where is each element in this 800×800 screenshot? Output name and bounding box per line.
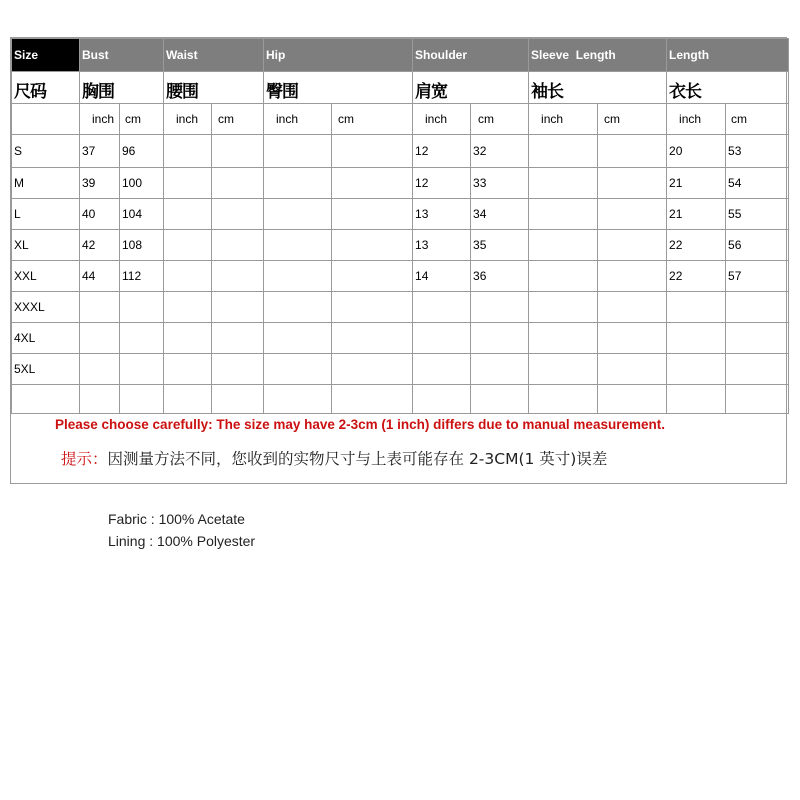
- value-cell-bust-inch: 39: [80, 168, 120, 199]
- value-cell-shoulder-inch: 13: [413, 230, 471, 261]
- value-cell-sleeve-cm: [598, 135, 667, 168]
- size-label-cell: [12, 385, 80, 414]
- value-cell-shoulder-inch: [413, 323, 471, 354]
- value-cell-length-cm: [726, 323, 789, 354]
- value-cell-waist-inch: [164, 168, 212, 199]
- header-cn-shoulder: 肩宽: [413, 72, 529, 104]
- value-cell-length-inch: 22: [667, 230, 726, 261]
- value-cell-shoulder-inch: [413, 354, 471, 385]
- value-cell-sleeve-cm: [598, 230, 667, 261]
- size-label-cell: 5XL: [12, 354, 80, 385]
- tip-text-line: [61, 447, 607, 469]
- size-label-cell: S: [12, 135, 80, 168]
- value-cell-hip-cm: [332, 354, 413, 385]
- header-cn-size: 尺码: [12, 72, 80, 104]
- header-bust: Bust: [80, 39, 164, 72]
- header-cn-bust: 胸围: [80, 72, 164, 104]
- value-cell-shoulder-cm: [471, 292, 529, 323]
- value-cell-hip-cm: [332, 261, 413, 292]
- value-cell-bust-cm: 104: [120, 199, 164, 230]
- value-cell-hip-cm: [332, 385, 413, 414]
- table-row: [12, 385, 789, 414]
- value-cell-bust-inch: [80, 323, 120, 354]
- value-cell-bust-inch: [80, 354, 120, 385]
- value-cell-waist-cm: [212, 323, 264, 354]
- value-cell-hip-cm: [332, 168, 413, 199]
- value-cell-sleeve-inch: [529, 199, 598, 230]
- value-cell-sleeve-inch: [529, 168, 598, 199]
- size-label-cell: XL: [12, 230, 80, 261]
- value-cell-waist-inch: [164, 292, 212, 323]
- tip-text: 因测量方法不同，您收到的实物尺寸与上表可能存在 2-3CM(1 英寸)误差: [107, 450, 608, 468]
- value-cell-waist-inch: [164, 199, 212, 230]
- value-cell-length-cm: [726, 354, 789, 385]
- value-cell-sleeve-inch: [529, 261, 598, 292]
- english-header-row: [12, 39, 789, 72]
- table-row: [12, 199, 789, 230]
- value-cell-length-inch: [667, 385, 726, 414]
- header-sleeve-length: Sleeve Length: [529, 39, 667, 72]
- header-hip: Hip: [264, 39, 413, 72]
- value-cell-shoulder-inch: 12: [413, 135, 471, 168]
- value-cell-length-inch: 20: [667, 135, 726, 168]
- value-cell-shoulder-cm: 32: [471, 135, 529, 168]
- size-label-cell: XXL: [12, 261, 80, 292]
- value-cell-shoulder-cm: [471, 385, 529, 414]
- chinese-header-row: [12, 72, 789, 104]
- value-cell-hip-inch: [264, 135, 332, 168]
- value-cell-waist-cm: [212, 230, 264, 261]
- value-cell-bust-cm: 112: [120, 261, 164, 292]
- value-cell-hip-cm: [332, 292, 413, 323]
- table-row: [12, 168, 789, 199]
- value-cell-shoulder-inch: [413, 292, 471, 323]
- value-cell-hip-inch: [264, 292, 332, 323]
- value-cell-shoulder-cm: 36: [471, 261, 529, 292]
- unit-inch: inch: [80, 104, 120, 135]
- value-cell-hip-inch: [264, 199, 332, 230]
- value-cell-bust-inch: 37: [80, 135, 120, 168]
- value-cell-sleeve-inch: [529, 385, 598, 414]
- unit-cm: cm: [471, 104, 529, 135]
- value-cell-bust-cm: [120, 323, 164, 354]
- value-cell-waist-inch: [164, 385, 212, 414]
- unit-inch: inch: [164, 104, 212, 135]
- value-cell-bust-inch: [80, 292, 120, 323]
- measurement-note: [11, 411, 786, 483]
- size-chart: [10, 37, 787, 484]
- value-cell-length-inch: [667, 323, 726, 354]
- value-cell-sleeve-cm: [598, 292, 667, 323]
- value-cell-hip-cm: [332, 323, 413, 354]
- value-cell-hip-inch: [264, 323, 332, 354]
- tip-label: 提示：: [61, 450, 108, 468]
- value-cell-shoulder-cm: 35: [471, 230, 529, 261]
- table-row: [12, 354, 789, 385]
- value-cell-length-cm: 56: [726, 230, 789, 261]
- value-cell-bust-cm: 108: [120, 230, 164, 261]
- value-cell-sleeve-cm: [598, 323, 667, 354]
- units-size-blank: [12, 104, 80, 135]
- value-cell-hip-inch: [264, 261, 332, 292]
- value-cell-bust-cm: 96: [120, 135, 164, 168]
- size-label-cell: L: [12, 199, 80, 230]
- value-cell-waist-cm: [212, 199, 264, 230]
- value-cell-waist-cm: [212, 168, 264, 199]
- fabric-info: [108, 508, 255, 552]
- value-cell-waist-inch: [164, 261, 212, 292]
- value-cell-length-inch: 22: [667, 261, 726, 292]
- header-size: Size: [12, 39, 80, 72]
- value-cell-hip-inch: [264, 385, 332, 414]
- unit-cm: cm: [598, 104, 667, 135]
- value-cell-length-cm: 54: [726, 168, 789, 199]
- size-label-cell: XXXL: [12, 292, 80, 323]
- unit-cm: cm: [212, 104, 264, 135]
- value-cell-shoulder-cm: 34: [471, 199, 529, 230]
- value-cell-sleeve-cm: [598, 354, 667, 385]
- value-cell-hip-inch: [264, 168, 332, 199]
- value-cell-waist-cm: [212, 261, 264, 292]
- value-cell-length-inch: 21: [667, 168, 726, 199]
- units-row: [12, 104, 789, 135]
- header-waist: Waist: [164, 39, 264, 72]
- value-cell-sleeve-inch: [529, 292, 598, 323]
- unit-inch: inch: [667, 104, 726, 135]
- size-label-cell: M: [12, 168, 80, 199]
- unit-cm: cm: [120, 104, 164, 135]
- value-cell-length-cm: 57: [726, 261, 789, 292]
- value-cell-hip-inch: [264, 230, 332, 261]
- value-cell-waist-inch: [164, 135, 212, 168]
- value-cell-length-inch: [667, 354, 726, 385]
- unit-cm: cm: [332, 104, 413, 135]
- warning-text: Please choose carefully: The size may have 2-3cm (1 inch) differs due to manual measurement.: [55, 417, 665, 432]
- value-cell-shoulder-inch: 14: [413, 261, 471, 292]
- table-row: [12, 230, 789, 261]
- table-row: [12, 292, 789, 323]
- value-cell-bust-inch: 40: [80, 199, 120, 230]
- table-row: [12, 261, 789, 292]
- value-cell-bust-cm: [120, 385, 164, 414]
- value-cell-waist-cm: [212, 135, 264, 168]
- value-cell-length-cm: [726, 292, 789, 323]
- value-cell-hip-cm: [332, 199, 413, 230]
- header-shoulder: Shoulder: [413, 39, 529, 72]
- value-cell-waist-inch: [164, 323, 212, 354]
- value-cell-shoulder-inch: 13: [413, 199, 471, 230]
- value-cell-hip-inch: [264, 354, 332, 385]
- value-cell-shoulder-inch: 12: [413, 168, 471, 199]
- value-cell-length-cm: [726, 385, 789, 414]
- value-cell-sleeve-cm: [598, 199, 667, 230]
- value-cell-bust-cm: [120, 354, 164, 385]
- size-label-cell: 4XL: [12, 323, 80, 354]
- value-cell-sleeve-inch: [529, 135, 598, 168]
- table-row: [12, 135, 789, 168]
- value-cell-bust-cm: [120, 292, 164, 323]
- value-cell-length-inch: 21: [667, 199, 726, 230]
- value-cell-shoulder-cm: [471, 354, 529, 385]
- value-cell-waist-cm: [212, 385, 264, 414]
- value-cell-shoulder-inch: [413, 385, 471, 414]
- value-cell-sleeve-inch: [529, 354, 598, 385]
- unit-inch: inch: [264, 104, 332, 135]
- header-cn-waist: 腰围: [164, 72, 264, 104]
- header-cn-hip: 臀围: [264, 72, 413, 104]
- value-cell-sleeve-cm: [598, 261, 667, 292]
- value-cell-length-cm: 55: [726, 199, 789, 230]
- value-cell-sleeve-inch: [529, 323, 598, 354]
- value-cell-bust-inch: 44: [80, 261, 120, 292]
- value-cell-waist-inch: [164, 230, 212, 261]
- value-cell-shoulder-cm: [471, 323, 529, 354]
- value-cell-bust-inch: [80, 385, 120, 414]
- table-row: [12, 323, 789, 354]
- value-cell-sleeve-cm: [598, 385, 667, 414]
- unit-cm: cm: [726, 104, 789, 135]
- value-cell-waist-inch: [164, 354, 212, 385]
- value-cell-sleeve-cm: [598, 168, 667, 199]
- value-cell-sleeve-inch: [529, 230, 598, 261]
- unit-inch: inch: [529, 104, 598, 135]
- value-cell-waist-cm: [212, 292, 264, 323]
- value-cell-hip-cm: [332, 135, 413, 168]
- value-cell-hip-cm: [332, 230, 413, 261]
- unit-inch: inch: [413, 104, 471, 135]
- value-cell-shoulder-cm: 33: [471, 168, 529, 199]
- value-cell-waist-cm: [212, 354, 264, 385]
- fabric-line: Fabric : 100% Acetate: [108, 511, 245, 527]
- lining-line: Lining : 100% Polyester: [108, 533, 256, 549]
- size-table: [11, 38, 789, 414]
- header-length: Length: [667, 39, 789, 72]
- value-cell-bust-inch: 42: [80, 230, 120, 261]
- value-cell-length-cm: 53: [726, 135, 789, 168]
- header-cn-length: 衣长: [667, 72, 789, 104]
- value-cell-length-inch: [667, 292, 726, 323]
- header-cn-sleeve-length: 袖长: [529, 72, 667, 104]
- value-cell-bust-cm: 100: [120, 168, 164, 199]
